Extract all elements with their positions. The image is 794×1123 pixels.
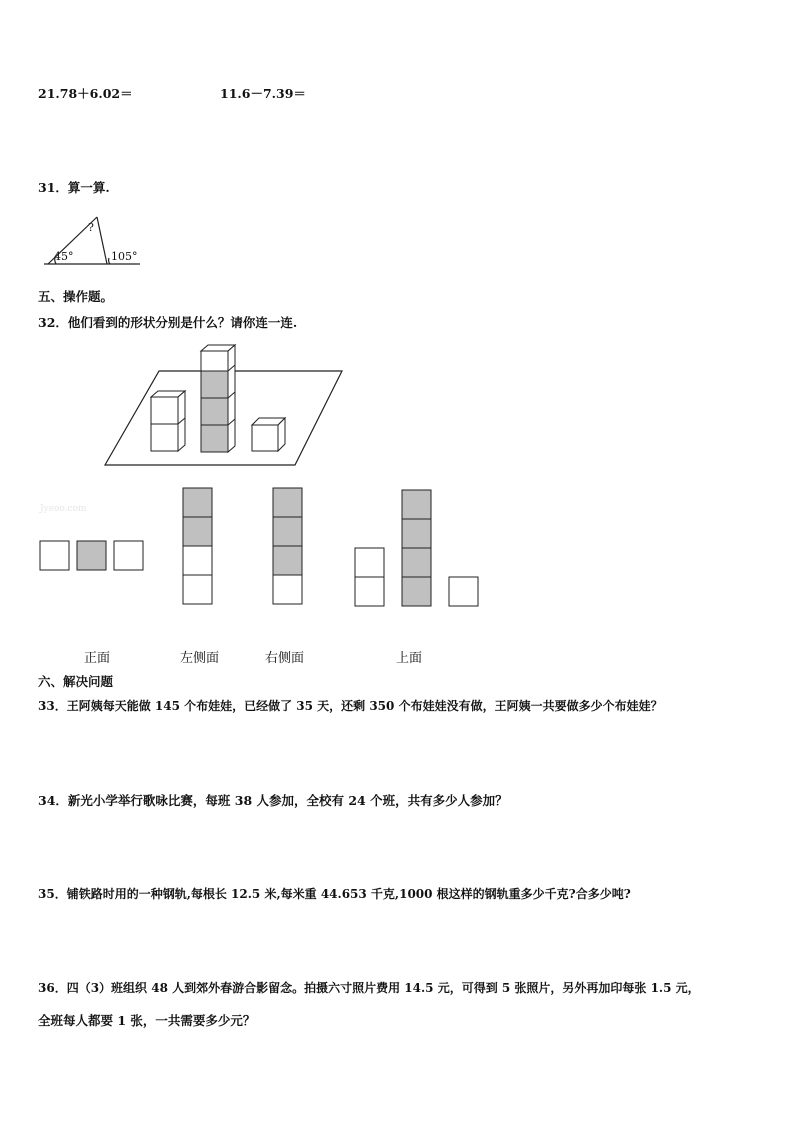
angle-105-label: 105° [111,250,138,263]
unknown-angle-label: ? [88,221,94,234]
question-35: 35．铺铁路时用的一种钢轨,每根长 12.5 米,每米重 44.653 千克,1000 根这样的钢轨重多少千克?合多少吨? [38,887,631,901]
watermark: Jyeoo.com [40,504,87,514]
question-34: 34．新光小学举行歌咏比赛，每班 38 人参加，全校有 24 个班，共有多少人参加？ [38,793,508,808]
label-left-view: 左侧面 [180,651,220,666]
label-right-view: 右侧面 [265,651,305,666]
label-top-view: 上面 [396,651,423,666]
question-36-line-1: 36．四（3）班组织 48 人到郊外春游合影留念。拍摄六寸照片费用 14.5 元，可得到 5 张照片，另外再加印每张 1.5 元， [38,981,700,995]
calc-expression-1: 21.78＋6.02＝ [38,86,133,101]
label-front-view: 正面 [84,651,111,666]
question-32: 32．他们看到的形状分别是什么？请你连一连. [38,315,298,330]
section-5-title: 五、操作题。 [38,289,114,304]
section-6-title: 六、解决问题 [38,674,114,689]
question-36-line-2: 全班每人都要 1 张，一共需要多少元？ [38,1013,256,1028]
angle-45-label: 45° [54,250,74,263]
question-31: 31．算一算. [38,180,110,195]
calc-expression-2: 11.6－7.39＝ [220,86,306,101]
question-33: 33．王阿姨每天能做 145 个布娃娃，已经做了 35 天，还剩 350 个布娃娃没有做，王阿姨一共要做多少个布娃娃？ [38,699,663,713]
